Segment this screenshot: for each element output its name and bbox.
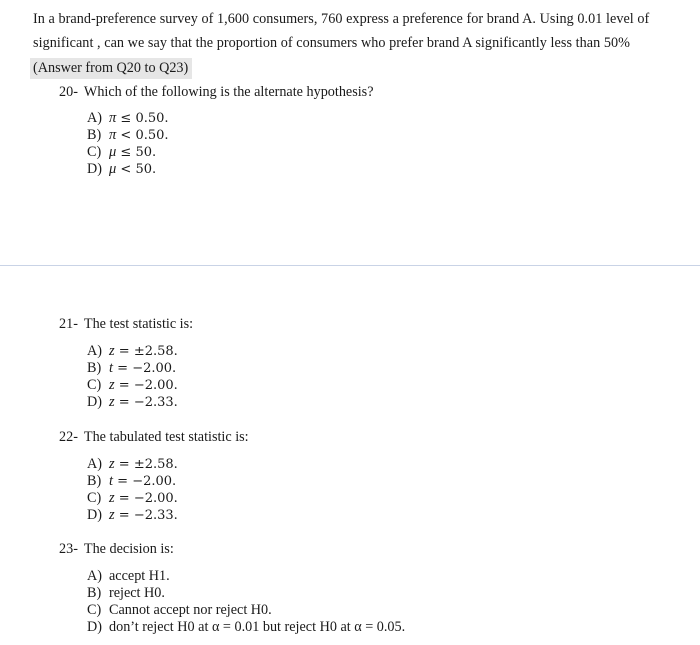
question-text: The test statistic is:: [83, 316, 194, 332]
question-22: [59, 427, 249, 524]
question-text: Which of the following is the alternate hypothesis?: [83, 84, 374, 100]
question-stem: [59, 314, 193, 334]
option-d[interactable]: D) μ < 50.: [87, 161, 157, 177]
question-text: The tabulated test statistic is:: [83, 429, 249, 445]
question-23: [59, 539, 405, 636]
question-number: 20-: [59, 84, 78, 100]
question-number: 23-: [59, 541, 78, 557]
option-a[interactable]: A) π ≤ 0.50.: [87, 110, 169, 126]
problem-statement: [33, 7, 693, 55]
option-b[interactable]: B) π < 0.50.: [87, 127, 169, 143]
option-a[interactable]: A) z = ±2.58.: [87, 343, 178, 359]
option-c[interactable]: C) z = −2.00.: [87, 377, 178, 393]
question-text: The decision is:: [83, 541, 174, 557]
option-list: [87, 110, 374, 178]
question-stem: [59, 82, 374, 102]
page-divider: [0, 265, 700, 266]
question-20: [59, 82, 374, 178]
option-d[interactable]: D) z = −2.33.: [87, 507, 178, 523]
question-number: 22-: [59, 429, 78, 445]
option-c[interactable]: C) Cannot accept nor reject H0.: [87, 602, 272, 618]
option-a[interactable]: A) z = ±2.58.: [87, 456, 178, 472]
option-b[interactable]: B) t = −2.00.: [87, 360, 177, 376]
option-c[interactable]: C) μ ≤ 50.: [87, 144, 157, 160]
problem-line-2: significant , can we say that the proportion of consumers who prefer brand A significantly less than 50%: [33, 35, 630, 51]
option-b[interactable]: B) reject H0.: [87, 585, 165, 601]
option-c[interactable]: C) z = −2.00.: [87, 490, 178, 506]
question-number: 21-: [59, 316, 78, 332]
problem-line-1: In a brand-preference survey of 1,600 consumers, 760 express a preference for brand A. Using 0.01 level of: [33, 11, 650, 27]
option-list: [87, 456, 249, 524]
option-list: [87, 343, 193, 411]
option-list: [87, 568, 405, 636]
answer-range-note: (Answer from Q20 to Q23): [30, 58, 192, 79]
question-stem: [59, 539, 405, 559]
option-b[interactable]: B) t = −2.00.: [87, 473, 177, 489]
option-d[interactable]: D) z = −2.33.: [87, 394, 178, 410]
option-a[interactable]: A) accept H1.: [87, 568, 170, 584]
option-d[interactable]: D) don’t reject H0 at α = 0.01 but reject H0 at α = 0.05.: [87, 619, 406, 635]
question-21: [59, 314, 193, 411]
question-stem: [59, 427, 249, 447]
